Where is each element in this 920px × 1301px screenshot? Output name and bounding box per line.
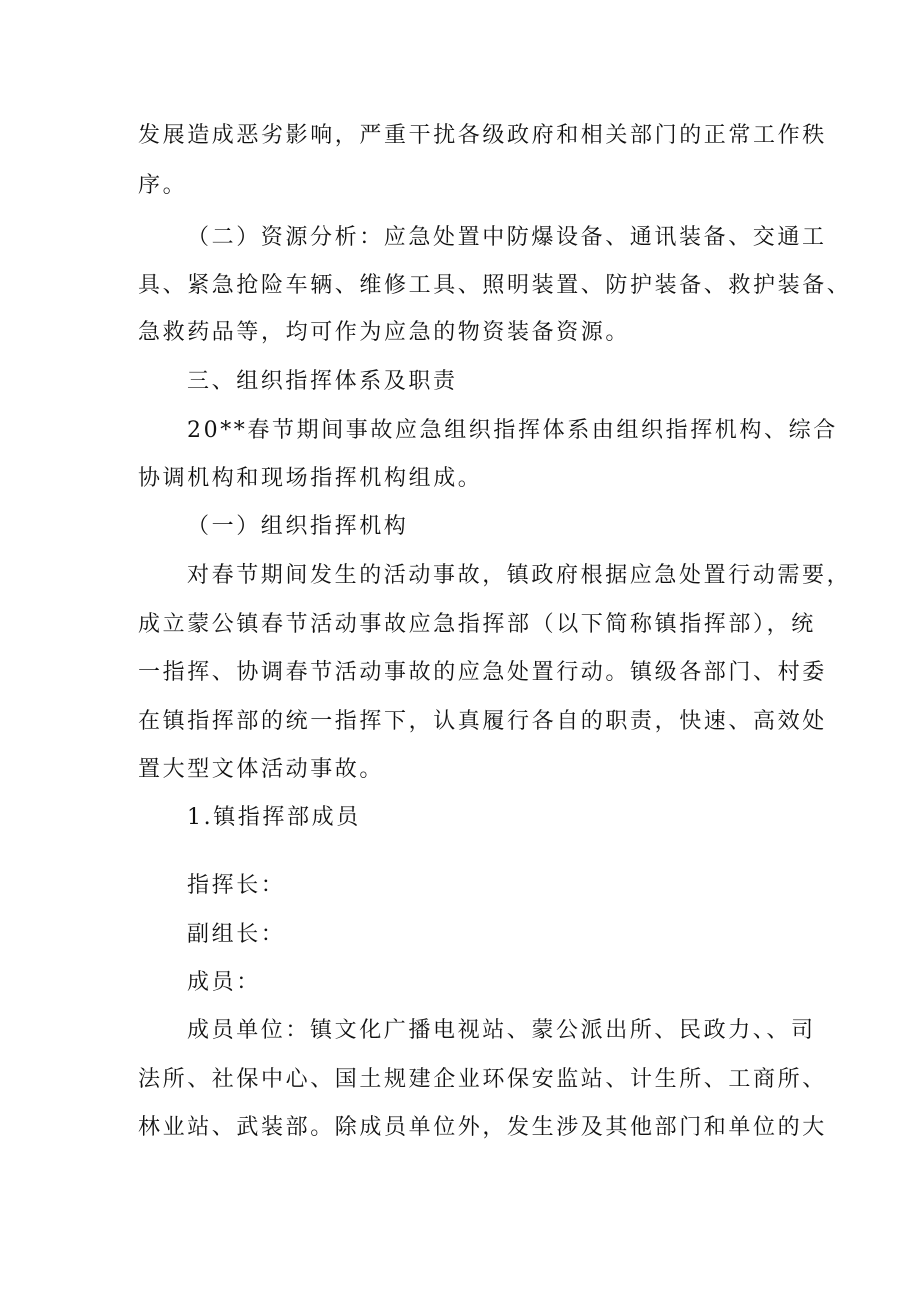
paragraph-line: 发展造成恶劣影响，严重干扰各级政府和相关部门的正常工作秩 [138,123,827,148]
subsection-heading: （一）组织指挥机构 [187,514,409,539]
field-label: 成员： [187,970,261,995]
paragraph-line: 法所、社保中心、国土规建企业环保安监站、计生所、工商所、 [138,1067,827,1092]
paragraph-line: 具、紧急抢险车辆、维修工具、照明装置、防护装备、救护装备、 [138,273,852,298]
paragraph-line: 成立蒙公镇春节活动事故应急指挥部（以下简称镇指挥部），统 [138,612,816,637]
item-heading: 1.镇指挥部成员 [187,805,361,830]
paragraph-line: 置大型文体活动事故。 [138,757,385,782]
paragraph-line: 急救药品等，均可作为应急的物资装备资源。 [138,320,631,345]
paragraph-line: 一指挥、协调春节活动事故的应急处置行动。镇级各部门、村委 [138,660,827,685]
field-label: 指挥长： [187,873,286,898]
paragraph-line: 20**春节期间事故应急组织指挥体系由组织指挥机构、综合 [187,418,838,443]
paragraph-line: 林业站、武装部。除成员单位外，发生涉及其他部门和单位的大 [138,1115,827,1140]
paragraph-line: 在镇指挥部的统一指挥下，认真履行各自的职责，快速、高效处 [138,709,827,734]
paragraph-line: 序。 [138,173,188,198]
paragraph-line: （二）资源分析：应急处置中防爆设备、通讯装备、交通工 [187,225,827,250]
field-label: 副组长： [187,922,286,947]
paragraph-line: 协调机构和现场指挥机构组成。 [138,466,483,491]
section-heading: 三、组织指挥体系及职责 [187,369,458,394]
paragraph-line: 对春节期间发生的活动事故，镇政府根据应急处置行动需要， [187,563,852,588]
paragraph-line: 成员单位：镇文化广播电视站、蒙公派出所、民政力、、司 [187,1018,816,1043]
